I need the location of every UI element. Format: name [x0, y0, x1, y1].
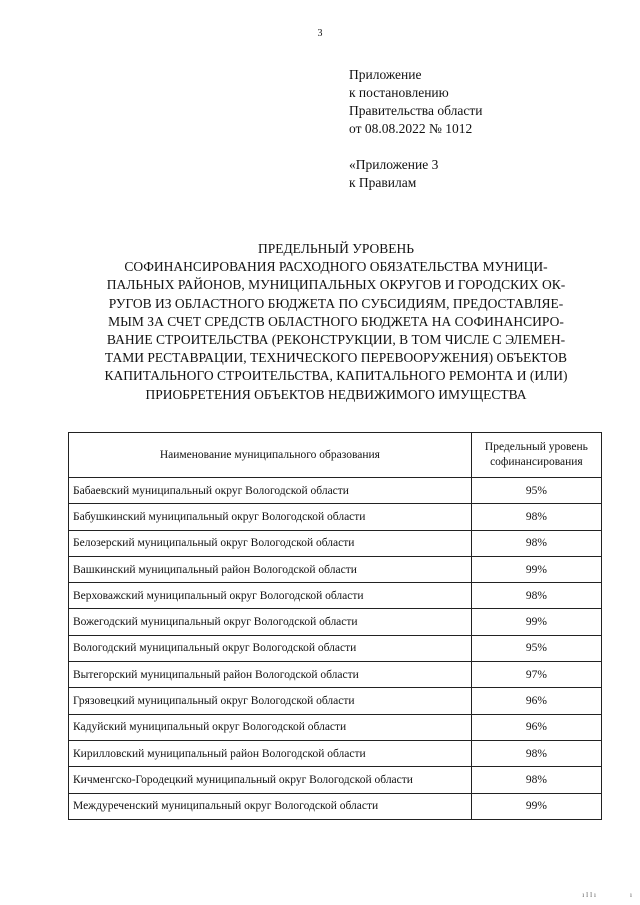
scan-mark: ıllı: [582, 891, 598, 899]
municipality-name: Верховажский муниципальный округ Вологодской области: [69, 583, 472, 609]
title-line: МЫМ ЗА СЧЕТ СРЕДСТВ ОБЛАСТНОГО БЮДЖЕТА НА СОФИНАНСИРО-: [108, 313, 564, 329]
cofinancing-level: 99%: [471, 556, 601, 582]
header-cofinancing-level: [471, 433, 601, 478]
cofinancing-level: 95%: [471, 478, 601, 504]
cofinancing-level: 98%: [471, 504, 601, 530]
header-level-line: Предельный уровень: [484, 441, 588, 453]
municipality-name: Вашкинский муниципальный район Вологодской области: [69, 556, 472, 582]
page-number: 3: [317, 28, 323, 39]
municipality-name: Бабаевский муниципальный округ Вологодской области: [69, 478, 472, 504]
appendix-rules-line: к Правилам: [349, 175, 417, 190]
title-line: ПАЛЬНЫХ РАЙОНОВ, МУНИЦИПАЛЬНЫХ ОКРУГОВ И ГОРОДСКИХ ОК-: [106, 277, 566, 293]
appendix-reference: [349, 66, 482, 138]
municipality-name: Кичменгско-Городецкий муниципальный округ Вологодской области: [69, 767, 472, 793]
municipality-name: Бабушкинский муниципальный округ Вологодской области: [69, 504, 472, 530]
cofinancing-table: [68, 432, 602, 820]
cofinancing-level: 98%: [471, 583, 601, 609]
title-line: ВАНИЕ СТРОИТЕЛЬСТВА (РЕКОНСТРУКЦИИ, В ТОМ ЧИСЛЕ С ЭЛЕМЕН-: [106, 332, 566, 348]
table-row: [69, 478, 602, 504]
cofinancing-level: 98%: [471, 767, 601, 793]
municipality-name: Кадуйский муниципальный округ Вологодской области: [69, 714, 472, 740]
table-row: [69, 530, 602, 556]
table-row: [69, 767, 602, 793]
table-row: [69, 740, 602, 766]
table-row: [69, 583, 602, 609]
cofinancing-level: 95%: [471, 635, 601, 661]
cofinancing-level: 99%: [471, 609, 601, 635]
title-line: КАПИТАЛЬНОГО СТРОИТЕЛЬСТВА, КАПИТАЛЬНОГО РЕМОНТА И (ИЛИ): [104, 368, 568, 384]
table-row: [69, 714, 602, 740]
table-row: [69, 635, 602, 661]
appendix-line: от 08.08.2022 № 1012: [349, 121, 473, 136]
appendix-rules-reference: [349, 156, 438, 192]
appendix-line: Приложение: [349, 67, 422, 82]
title-line: ПРЕДЕЛЬНЫЙ УРОВЕНЬ: [257, 241, 415, 256]
cofinancing-level: 98%: [471, 740, 601, 766]
table-row: [69, 688, 602, 714]
title-line: РУГОВ ИЗ ОБЛАСТНОГО БЮДЖЕТА ПО СУБСИДИЯМ, ПРЕДОСТАВЛЯЕ-: [108, 295, 564, 311]
title-line: СОФИНАНСИРОВАНИЯ РАСХОДНОГО ОБЯЗАТЕЛЬСТВА МУНИЦИ-: [124, 259, 548, 275]
table-row: [69, 504, 602, 530]
municipality-name: Грязовецкий муниципальный округ Вологодской области: [69, 688, 472, 714]
appendix-line: к постановлению: [349, 85, 449, 100]
header-municipality: Наименование муниципального образования: [69, 433, 472, 478]
appendix-line: Правительства области: [349, 103, 483, 118]
appendix-rules-line: «Приложение 3: [349, 157, 439, 172]
table-header-row: [69, 433, 602, 478]
cofinancing-level: 97%: [471, 662, 601, 688]
header-level-line: софинансирования: [490, 456, 583, 468]
municipality-name: Междуреченский муниципальный округ Вологодской области: [69, 793, 472, 819]
title-line: ТАМИ РЕСТАВРАЦИИ, ТЕХНИЧЕСКОГО ПЕРЕВООРУЖЕНИЯ) ОБЪЕКТОВ: [104, 350, 568, 366]
municipality-name: Вологодский муниципальный округ Вологодской области: [69, 635, 472, 661]
table-row: [69, 609, 602, 635]
municipality-name: Кирилловский муниципальный район Вологодской области: [69, 740, 472, 766]
cofinancing-level: 99%: [471, 793, 601, 819]
cofinancing-level: 98%: [471, 530, 601, 556]
document-title: [68, 240, 604, 404]
municipality-name: Вытегорский муниципальный район Вологодской области: [69, 662, 472, 688]
title-line: ПРИОБРЕТЕНИЯ ОБЪЕКТОВ НЕДВИЖИМОГО ИМУЩЕСТВА: [145, 386, 527, 402]
table-row: [69, 793, 602, 819]
municipality-name: Вожегодский муниципальный округ Вологодской области: [69, 609, 472, 635]
cofinancing-level: 96%: [471, 688, 601, 714]
municipality-name: Белозерский муниципальный округ Вологодской области: [69, 530, 472, 556]
table-row: [69, 662, 602, 688]
table-row: [69, 556, 602, 582]
scan-mark: ı: [630, 891, 632, 899]
cofinancing-level: 96%: [471, 714, 601, 740]
